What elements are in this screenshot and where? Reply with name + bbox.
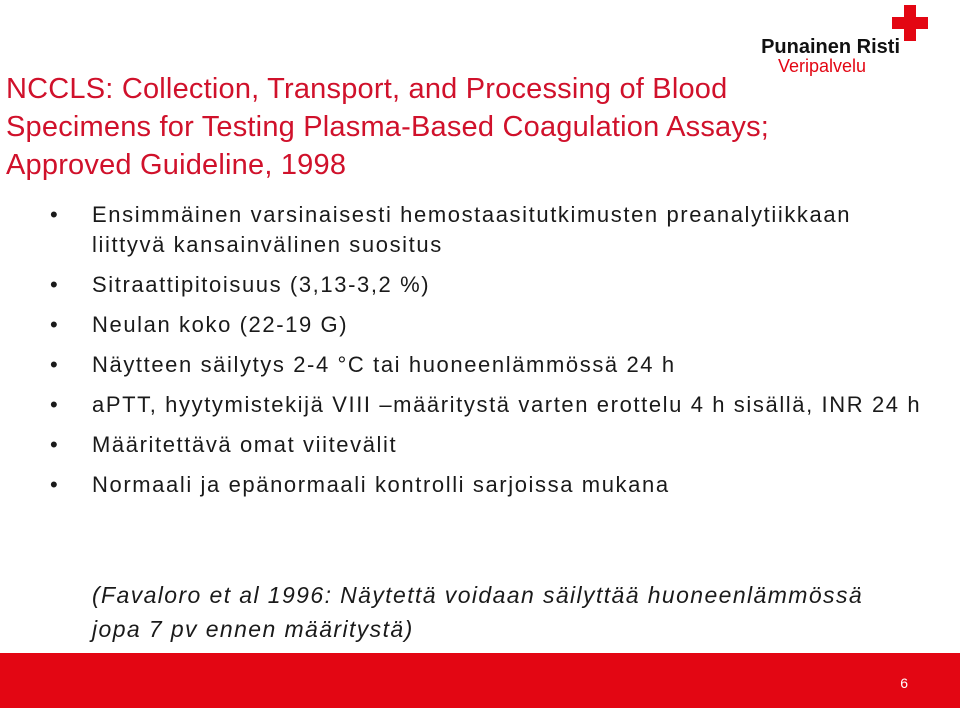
bullet-item — [46, 200, 926, 260]
bullet-item — [46, 390, 926, 420]
bullet-item — [46, 470, 926, 500]
bullet-item — [46, 270, 926, 300]
bullet-dot: • — [50, 472, 60, 497]
logo-name: Punainen Risti — [761, 36, 900, 58]
bullet-text: Neulan koko (22-19 G) — [92, 312, 349, 337]
bullet-text: Ensimmäinen varsinaisesti hemostaasitutkimusten preanalytiikkaan liittyvä kansainvälinen suositus — [92, 202, 852, 257]
bullet-dot: • — [50, 202, 60, 227]
page-number: 6 — [900, 675, 908, 691]
bullet-text: aPTT, hyytymistekijä VIII –määritystä varten erottelu 4 h sisällä, INR 24 h — [92, 392, 922, 417]
bullet-text: Sitraattipitoisuus (3,13-3,2 %) — [92, 272, 431, 297]
bullet-text: Määritettävä omat viitevälit — [92, 432, 398, 457]
bullet-text: Normaali ja epänormaali kontrolli sarjoissa mukana — [92, 472, 670, 497]
bullet-item — [46, 430, 926, 460]
bullet-dot: • — [50, 272, 60, 297]
citation-note: (Favaloro et al 1996: Näytettä voidaan säilyttää huoneenlämmössä jopa 7 pv ennen määritystä) — [92, 582, 864, 642]
logo-subtitle: Veripalvelu — [777, 56, 866, 76]
bullet-dot: • — [50, 312, 60, 337]
bullet-text: Näytteen säilytys 2-4 °C tai huoneenlämmössä 24 h — [92, 352, 676, 377]
bullet-list — [46, 200, 926, 510]
bullet-dot: • — [50, 352, 60, 377]
bullet-item — [46, 310, 926, 340]
bullet-dot: • — [50, 432, 60, 457]
slide-title: NCCLS: Collection, Transport, and Processing of Blood Specimens for Testing Plasma-Based Coagulation Assays; Approved Guideline, 1998 — [6, 73, 770, 181]
bullet-item — [46, 350, 926, 380]
footer-bar — [0, 653, 960, 708]
bullet-dot: • — [50, 392, 60, 417]
